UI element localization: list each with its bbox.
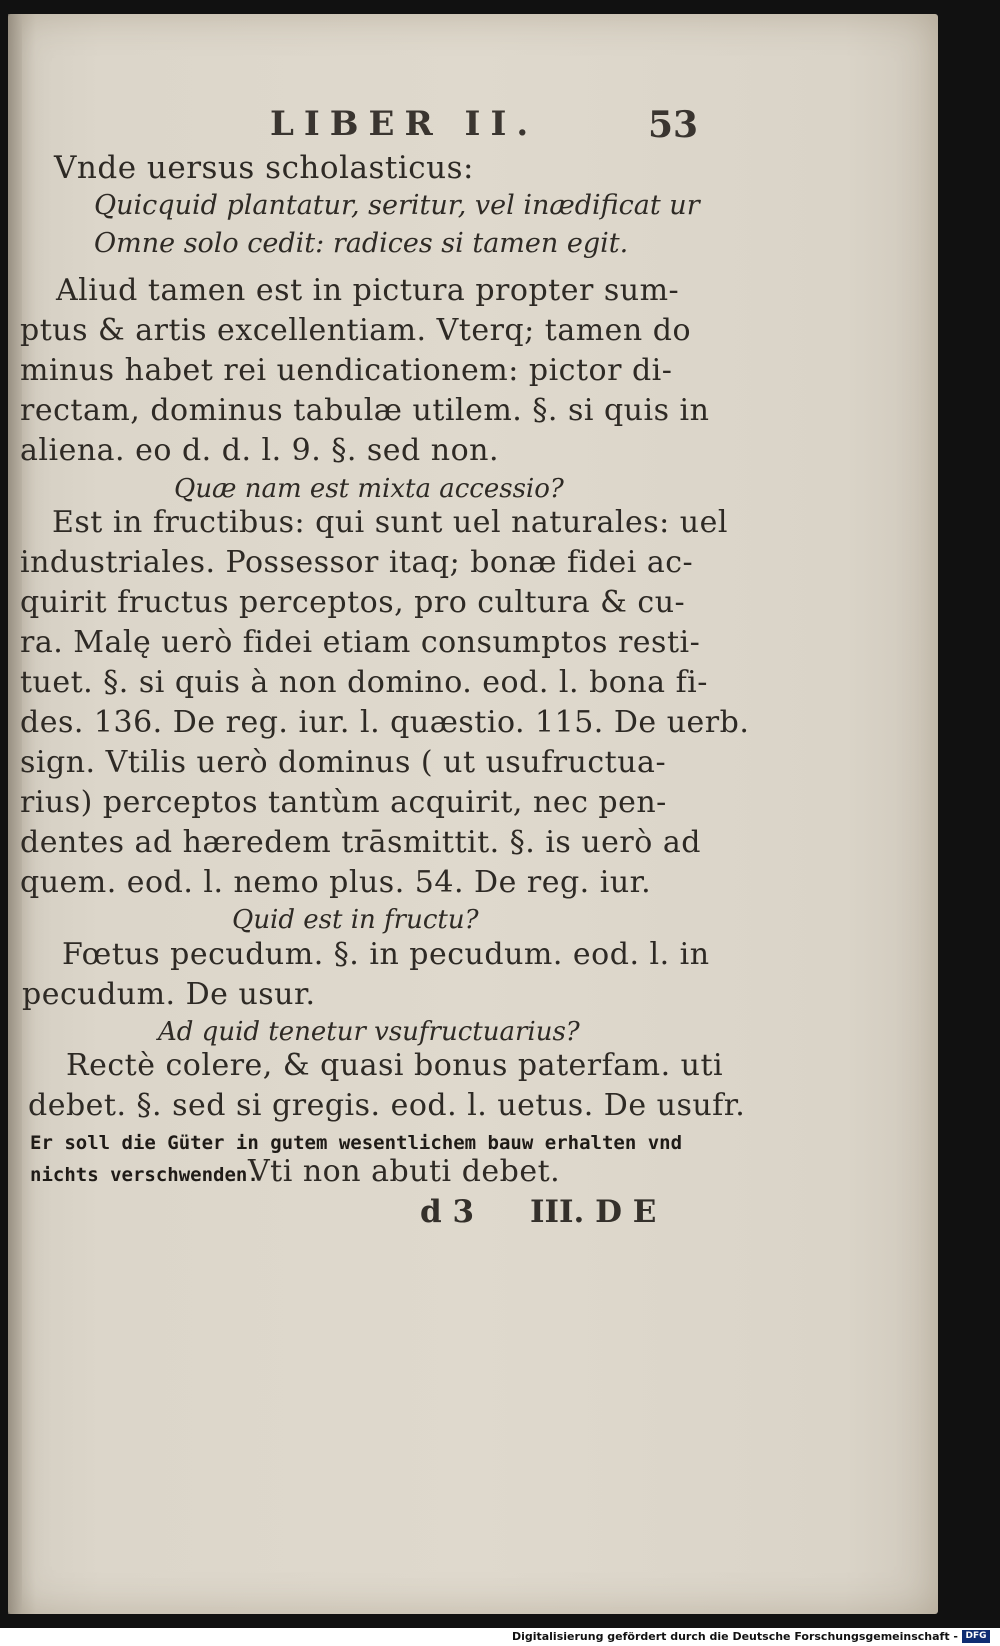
verse-line-1: Quicquid plantatur, seritur, vel inædificat ur bbox=[94, 190, 700, 221]
question-heading-2: Quid est in fructu? bbox=[232, 905, 479, 935]
text-line-10: Est in fructibus: qui sunt uel naturales: uel bbox=[52, 505, 728, 540]
text-line-22: pecudum. De usur. bbox=[22, 977, 316, 1012]
text-line-21: Fœtus pecudum. §. in pecudum. eod. l. in bbox=[62, 937, 710, 972]
text-line-8: aliena. eo d. d. l. 9. §. sed non. bbox=[20, 433, 500, 468]
text-line-27: Vti non abuti debet. bbox=[248, 1154, 561, 1189]
running-head: LIBER II. bbox=[270, 104, 539, 144]
text-line-14: tuet. §. si quis à non domino. eod. l. bona fi- bbox=[20, 665, 708, 700]
text-line-17: rius) perceptos tantùm acquirit, nec pen- bbox=[20, 785, 667, 820]
signature-mark: d 3 bbox=[420, 1194, 475, 1230]
catchword: III. D E bbox=[530, 1194, 657, 1230]
german-gloss-line-2: nichts verschwenden. bbox=[30, 1164, 259, 1186]
text-line-15: des. 136. De reg. iur. l. quæstio. 115. De uerb. bbox=[20, 705, 750, 740]
text-line-7: rectam, dominus tabulæ utilem. §. si quis in bbox=[20, 393, 710, 428]
text-line-18: dentes ad hæredem trāsmittit. §. is uerò ad bbox=[20, 825, 701, 860]
dfg-logo-icon: DFG bbox=[962, 1630, 990, 1643]
german-gloss-line-1: Er soll die Güter in gutem wesentlichem bauw erhalten vnd bbox=[30, 1132, 683, 1154]
digitization-credit: Digitalisierung gefördert durch die Deutsche Forschungsgemeinschaft - bbox=[511, 1630, 958, 1643]
text-line-6: minus habet rei uendicationem: pictor di- bbox=[20, 353, 673, 388]
page-number: 53 bbox=[648, 104, 699, 146]
text-line-1: Vnde uersus scholasticus: bbox=[54, 150, 474, 186]
text-line-24: Rectè colere, & quasi bonus paterfam. uti bbox=[66, 1048, 724, 1083]
question-heading-1: Quæ nam est mixta accessio? bbox=[174, 474, 564, 504]
text-line-25: debet. §. sed si gregis. eod. l. uetus. De usufr. bbox=[28, 1088, 746, 1123]
text-line-5: ptus & artis excellentiam. Vterq; tamen do bbox=[20, 313, 692, 348]
text-line-11: industriales. Possessor itaq; bonæ fidei ac- bbox=[20, 545, 694, 580]
text-line-19: quem. eod. l. nemo plus. 54. De reg. iur. bbox=[20, 865, 652, 900]
text-line-13: ra. Malę uerò fidei etiam consumptos resti- bbox=[20, 625, 701, 660]
question-heading-3: Ad quid tenetur vsufructuarius? bbox=[158, 1017, 580, 1047]
text-line-4: Aliud tamen est in pictura propter sum- bbox=[56, 273, 680, 308]
verse-line-2: Omne solo cedit: radices si tamen egit. bbox=[94, 228, 629, 259]
text-line-16: sign. Vtilis uerò dominus ( ut usufructua- bbox=[20, 745, 667, 780]
text-line-12: quirit fructus perceptos, pro cultura & cu- bbox=[20, 585, 686, 620]
